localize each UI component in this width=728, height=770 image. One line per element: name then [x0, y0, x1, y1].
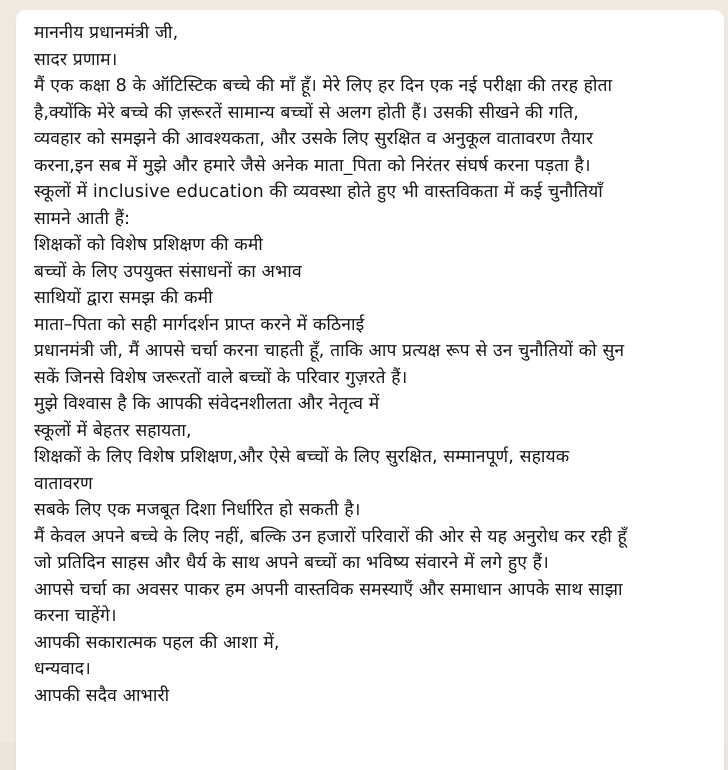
message-line: सामने आती हैं: — [34, 208, 131, 229]
message-line: साथियों द्वारा समझ की कमी — [34, 288, 213, 308]
message-line: प्रधानमंत्री जी, मैं आपसे चर्चा करना चाहती हूँ, ताकि आप प्रत्यक्ष रूप से उन चुनौतियों को सुन — [34, 341, 625, 361]
message-line: मैं केवल अपने बच्चे के लिए नहीं, बल्कि उन हजारों परिवारों की ओर से यह अनुरोध कर रही हूँ — [34, 526, 627, 547]
message-line: शिक्षकों के लिए विशेष प्रशिक्षण,और ऐसे बच्चों के लिए सुरक्षित, सम्मानपूर्ण, सहायक — [34, 447, 570, 467]
message-line: आपसे चर्चा का अवसर पाकर हम अपनी वास्तविक समस्याएँ और समाधान आपके साथ साझा — [34, 579, 623, 600]
message-line: माननीय प्रधानमंत्री जी, — [34, 23, 179, 43]
message-line: मैं एक कक्षा 8 के ऑटिस्टिक बच्चे की माँ हूँ। मेरे लिए हर दिन एक नई परीक्षा की तरह होता — [34, 76, 613, 96]
message-line: आपकी सदैव आभारी — [34, 685, 170, 706]
message-line: सादर प्रणाम। — [34, 49, 118, 70]
message-line: सकें जिनसे विशेष जरूरतों वाले बच्चों के परिवार गुज़रते हैं। — [34, 367, 408, 388]
message-line: माता–पिता को सही मार्गदर्शन प्राप्त करने में कठिनाई — [34, 314, 365, 335]
message-line: व्यवहार को समझने की आवश्यकता, और उसके लिए सुरक्षित व अनुकूल वातावरण तैयार — [34, 129, 594, 149]
message-line: मुझे विश्वास है कि आपकी संवेदनशीलता और नेतृत्व में — [34, 394, 380, 414]
message-text — [34, 20, 720, 709]
message-line: वातावरण — [34, 473, 93, 494]
message-line: करना चाहेंगे। — [34, 606, 117, 626]
message-line: धन्यवाद। — [34, 659, 91, 679]
message-line: शिक्षकों को विशेष प्रशिक्षण की कमी — [34, 235, 263, 255]
message-line: है,क्योंकि मेरे बच्चे की ज़रूरतें सामान्य बच्चों से अलग होती हैं। उसकी सीखने की गति, — [34, 102, 579, 123]
message-line: जो प्रतिदिन साहस और धैर्य के साथ अपने बच्चों का भविष्य संवारने में लगे हुए हैं। — [34, 553, 549, 573]
message-line: आपकी सकारात्मक पहल की आशा में, — [34, 632, 280, 653]
message-line: स्कूलों में inclusive education की व्यवस्था होते हुए भी वास्तविकता में कई चुनौतियाँ — [34, 182, 603, 202]
message-line: सबके लिए एक मजबूत दिशा निर्धारित हो सकती है। — [34, 500, 361, 520]
message-line: करना,इन सब में मुझे और हमारे जैसे अनेक माता_पिता को निरंतर संघर्ष करना पड़ता है। — [34, 155, 591, 176]
message-line: बच्चों के लिए उपयुक्त संसाधनों का अभाव — [34, 261, 302, 282]
message-line: स्कूलों में बेहतर सहायता, — [34, 420, 192, 441]
